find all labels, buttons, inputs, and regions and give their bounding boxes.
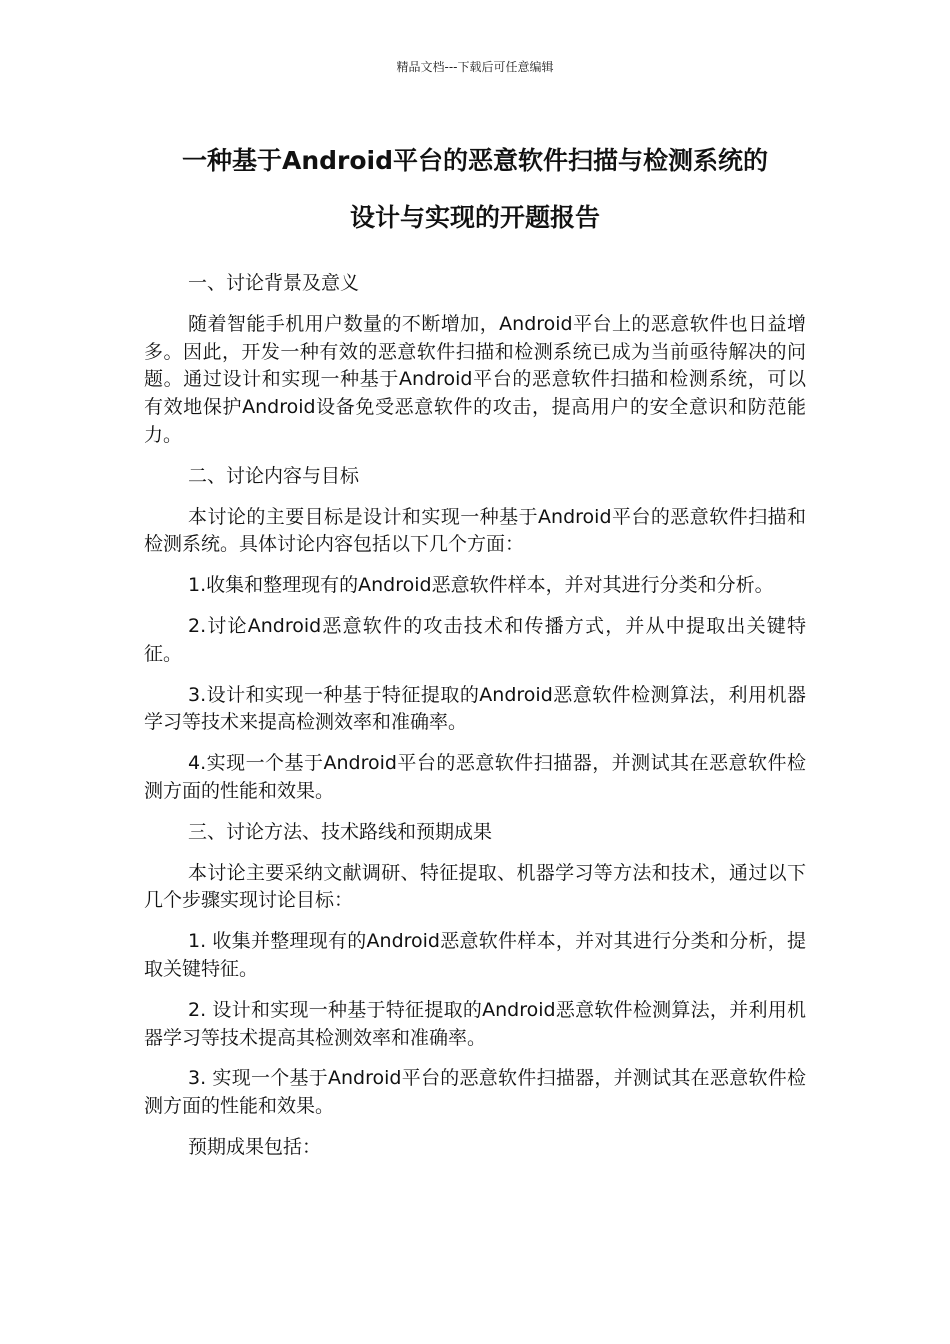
list-item-goal-4: 4.实现一个基于Android平台的恶意软件扫描器，并测试其在恶意软件检测方面的性能和效果。 <box>144 752 806 802</box>
header-note: 精品文档---下载后可任意编辑 <box>396 60 554 74</box>
section-heading-content-goals: 二、讨论内容与目标 <box>188 464 360 487</box>
paragraph-main-goal: 本讨论的主要目标是设计和实现一种基于Android平台的恶意软件扫描和检测系统。具体讨论内容包括以下几个方面： <box>144 505 806 556</box>
document-title <box>100 132 850 246</box>
list-item-step-2: 2. 设计和实现一种基于特征提取的Android恶意软件检测算法，并利用机器学习等技术提高其检测效率和准确率。 <box>144 998 806 1049</box>
title-line-2: 设计与实现的开题报告 <box>349 203 600 232</box>
list-item-step-1: 1. 收集并整理现有的Android恶意软件样本，并对其进行分类和分析，提取关键特征。 <box>144 930 806 980</box>
section-heading-methods: 三、讨论方法、技术路线和预期成果 <box>188 820 493 843</box>
list-item-step-3: 3. 实现一个基于Android平台的恶意软件扫描器，并测试其在恶意软件检测方面的性能和效果。 <box>144 1067 806 1118</box>
list-item-goal-2: 2.讨论Android恶意软件的攻击技术和传播方式，并从中提取出关键特征。 <box>144 614 806 665</box>
title-line-1: 一种基于Android平台的恶意软件扫描与检测系统的 <box>181 146 768 175</box>
paragraph-background: 随着智能手机用户数量的不断增加，Android平台上的恶意软件也日益增多。因此，开发一种有效的恶意软件扫描和检测系统已成为当前亟待解决的问题。通过设计和实现一种基于Android平台的恶意软件扫描和检测系统，可以有效地保护Android设备免受恶意软件的攻击，提高用户的安全意识和防范能力。 <box>144 312 806 446</box>
list-item-goal-1: 1.收集和整理现有的Android恶意软件样本，并对其进行分类和分析。 <box>188 574 774 597</box>
document-body <box>144 270 806 1175</box>
list-item-goal-3: 3.设计和实现一种基于特征提取的Android恶意软件检测算法，利用机器学习等技术来提高检测效率和准确率。 <box>144 683 806 734</box>
section-heading-background: 一、讨论背景及意义 <box>188 272 360 294</box>
expected-results-heading: 预期成果包括： <box>188 1135 322 1158</box>
paragraph-methods: 本讨论主要采纳文献调研、特征提取、机器学习等方法和技术，通过以下几个步骤实现讨论目标： <box>144 861 806 912</box>
